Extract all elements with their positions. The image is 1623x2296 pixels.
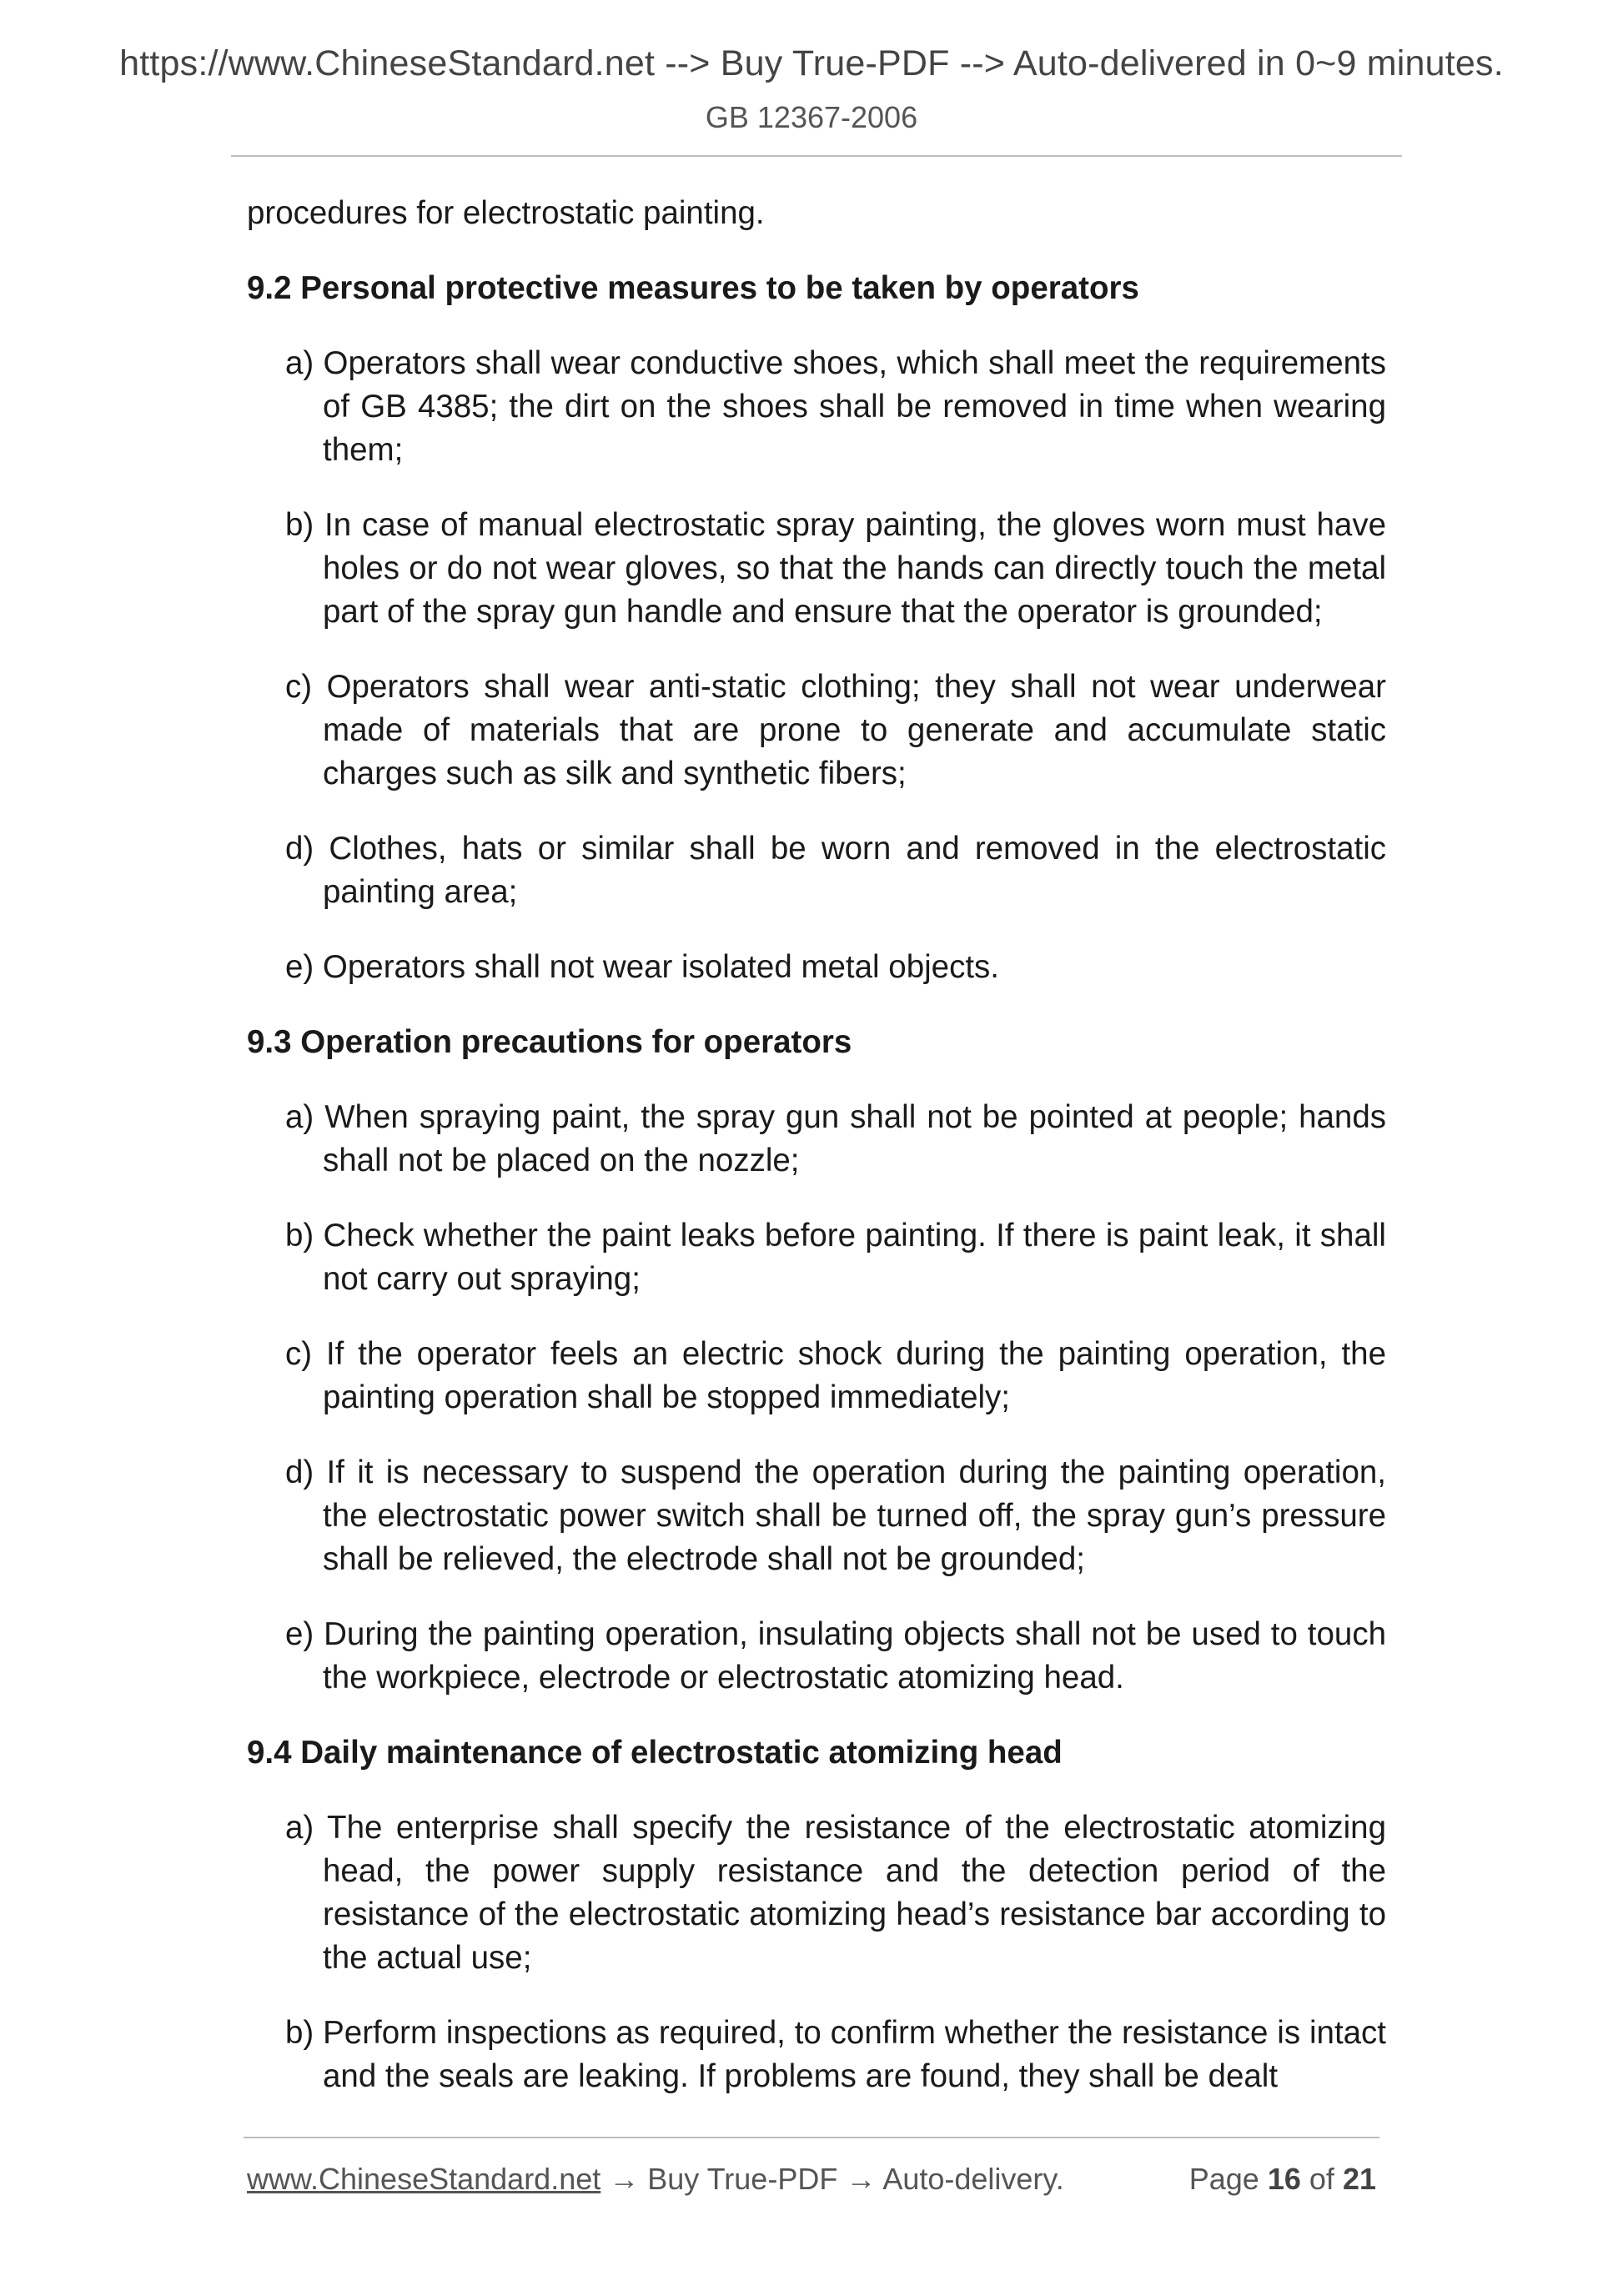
list-item: a) Operators shall wear conductive shoes, which shall meet the requirements of GB 4385; the dirt on the shoes shall be removed in time when wearing them; [285, 345, 1386, 468]
intro-paragraph: procedures for electrostatic painting. [247, 195, 765, 231]
page-current: 16 [1267, 2162, 1301, 2196]
list-item: d) Clothes, hats or similar shall be worn and removed in the electrostatic painting area; [285, 831, 1386, 910]
section-heading-9-4: 9.4 Daily maintenance of electrostatic atomizing head [247, 1735, 1063, 1771]
footer-tagline-text: → Buy True-PDF → Auto-delivery. [600, 2162, 1064, 2196]
section-heading-9-2: 9.2 Personal protective measures to be taken by operators [247, 270, 1139, 306]
list-item: a) The enterprise shall specify the resistance of the electrostatic atomizing head, the power supply resistance and the detection period of the resistance of the electrostatic atomizing head’s resistance bar according to the actual use; [285, 1810, 1386, 1976]
list-item: e) Operators shall not wear isolated metal objects. [285, 949, 999, 985]
page-total: 21 [1342, 2162, 1376, 2196]
list-item: e) During the painting operation, insulating objects shall not be used to touch the workpiece, electrode or electrostatic atomizing head. [285, 1616, 1386, 1696]
list-item: c) If the operator feels an electric shock during the painting operation, the painting operation shall be stopped immediately; [285, 1336, 1386, 1415]
list-item: b) Perform inspections as required, to confirm whether the resistance is intact and the seals are leaking. If problems are found, they shall be dealt [285, 2015, 1386, 2094]
list-item: b) In case of manual electrostatic spray painting, the gloves worn must have holes or do not wear gloves, so that the hands can directly touch the metal part of the spray gun handle and ensure that the operator is grounded; [285, 507, 1386, 630]
footer-tagline [247, 2162, 1064, 2197]
header-url-line: https://www.ChineseStandard.net --> Buy True-PDF --> Auto-delivered in 0~9 minutes. [119, 43, 1504, 83]
standard-code: GB 12367-2006 [705, 100, 918, 134]
list-item: b) Check whether the paint leaks before painting. If there is paint leak, it shall not carry out spraying; [285, 1218, 1386, 1297]
footer-site-link[interactable]: www.ChineseStandard.net [247, 2162, 601, 2196]
header-divider [231, 155, 1402, 157]
section-heading-9-3: 9.3 Operation precautions for operators [247, 1024, 852, 1060]
list-item: c) Operators shall wear anti-static clothing; they shall not wear underwear made of materials that are prone to generate and accumulate static charges such as silk and synthetic fibers; [285, 669, 1386, 791]
list-item: a) When spraying paint, the spray gun shall not be pointed at people; hands shall not be placed on the nozzle; [285, 1099, 1386, 1178]
list-item: d) If it is necessary to suspend the operation during the painting operation, the electrostatic power switch shall be turned off, the spray gun’s pressure shall be relieved, the electrode shall not be grounded; [285, 1454, 1386, 1577]
footer-divider [244, 2137, 1379, 2138]
of-word: of [1309, 2162, 1334, 2196]
document-body [247, 192, 1386, 2130]
page-indicator [1189, 2162, 1376, 2197]
page-word: Page [1188, 2162, 1259, 2196]
